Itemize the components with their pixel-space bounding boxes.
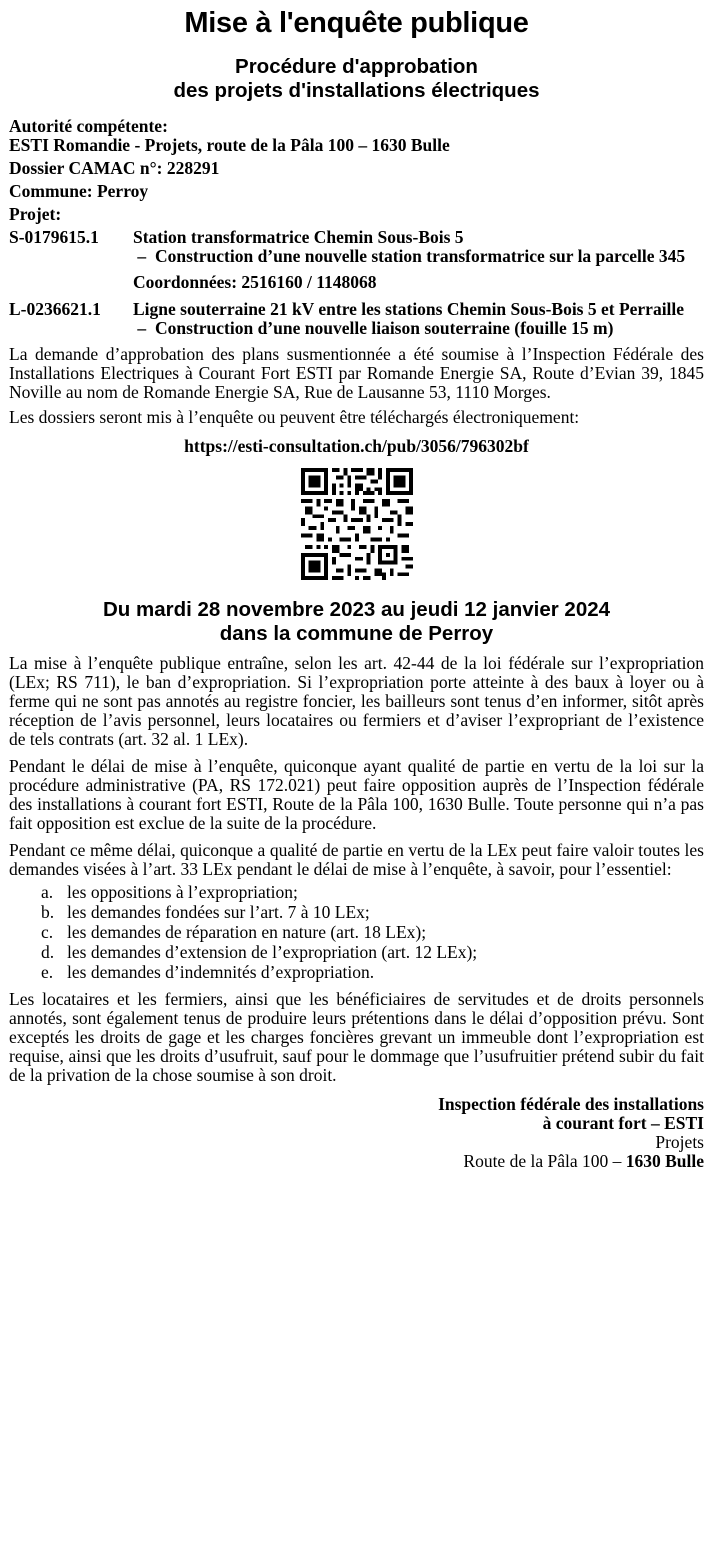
dash-marker: – <box>133 246 147 266</box>
intro-paragraph: La demande d’approbation des plans susmentionnée a été soumise à l’Inspection Fédérale des Installations Electriques à Courant Fort ESTI par Romande Energie SA, Route d’Evian 39, 1845 Noville au nom de Romande Energie SA, Rue de Lausanne 53, 1110 Morges. <box>9 344 704 402</box>
project-entry <box>9 300 704 338</box>
projet-label: Projet: <box>9 204 62 224</box>
subtitle-line-1: Procédure d'approbation <box>235 55 478 78</box>
paragraph-expropriation: La mise à l’enquête publique entraîne, selon les art. 42-44 de la loi fédérale sur l’expropriation (LEx; RS 711), le ban d’expropriation. Si l’expropriation porte atteinte à des baux à loyer ou à ferme qui ne sont pas annotés au registre foncier, les bailleurs sont tenus d’en informer, sitôt après réception de l’avis personnel, leurs locataires ou fermiers et d’aviser l’expropriant de l’existence de tels contrats (art. 32 al. 1 LEx). <box>9 653 704 749</box>
signature-line-4: Route de la Pâla 100 – 1630 Bulle <box>463 1151 704 1171</box>
dash-marker: – <box>133 318 147 338</box>
list-item: c. les demandes de réparation en nature (art. 18 LEx); <box>41 922 427 942</box>
consultation-link[interactable]: https://esti-consultation.ch/pub/3056/796302bf <box>184 436 529 456</box>
authority-value: ESTI Romandie - Projets, route de la Pâla 100 – 1630 Bulle <box>9 135 450 155</box>
project-entry <box>9 228 704 292</box>
signature-line-3: Projets <box>655 1132 704 1152</box>
period-line-1: Du mardi 28 novembre 2023 au jeudi 12 janvier 2024 <box>102 598 611 621</box>
qr-code[interactable] <box>9 468 704 580</box>
project-item-text: Construction d’une nouvelle station transformatrice sur la parcelle 345 <box>155 246 686 266</box>
project-item <box>133 247 704 266</box>
list-item: d. les demandes d’extension de l’expropriation (art. 12 LEx); <box>41 942 478 962</box>
download-paragraph: Les dossiers seront mis à l’enquête ou peuvent être téléchargés électroniquement: <box>9 407 580 427</box>
signature-line-2: à courant fort – ESTI <box>542 1113 704 1133</box>
qr-code-icon <box>301 468 413 580</box>
period-line-2: dans la commune de Perroy <box>219 622 494 645</box>
subtitle-line-2: des projets d'installations électriques <box>173 79 540 102</box>
project-code: L-0236621.1 <box>9 299 101 319</box>
notice-metadata <box>9 117 704 224</box>
legal-text <box>9 654 704 1085</box>
authority-label: Autorité compétente: <box>9 116 168 136</box>
demandes-list <box>9 883 704 982</box>
project-item <box>133 319 704 338</box>
signature-line-1: Inspection fédérale des installations <box>438 1094 704 1114</box>
commune: Commune: Perroy <box>9 181 149 201</box>
list-item: a. les oppositions à l’expropriation; <box>41 882 298 902</box>
dossier-number: Dossier CAMAC n°: 228291 <box>9 158 220 178</box>
project-title: Station transformatrice Chemin Sous-Bois 5 <box>133 227 464 247</box>
project-item-text: Construction d’une nouvelle liaison souterraine (fouille 15 m) <box>155 318 614 338</box>
authority-block <box>9 117 704 155</box>
list-item: b. les demandes fondées sur l’art. 7 à 10 LEx; <box>41 902 370 922</box>
project-code: S-0179615.1 <box>9 227 99 247</box>
signature-block <box>9 1095 704 1171</box>
project-title: Ligne souterraine 21 kV entre les stations Chemin Sous-Bois 5 et Perraille <box>133 299 685 319</box>
enquiry-period <box>9 598 704 646</box>
paragraph-opposition: Pendant le délai de mise à l’enquête, quiconque ayant qualité de partie en vertu de la loi sur la procédure administrative (PA, RS 172.021) peut faire opposition auprès de l’Inspection fédérale des installations à courant fort ESTI, Route de la Pâla 100, 1630 Bulle. Toute personne qui n’a pas fait opposition est exclue de la suite de la procédure. <box>9 756 704 833</box>
paragraph-locataires: Les locataires et les fermiers, ainsi que les bénéficiaires de servitudes et de droits personnels annotés, sont également tenus de produire leurs prétentions dans le délai d’opposition prévu. Sont exceptés les droits de gage et les charges foncières grevant un immeuble dont l’expropriation est requise, ainsi que les droits d’usufruit, sauf pour le dommage que l’usufruitier prétend subir du fait de la privation de la chose soumise à son droit. <box>9 989 704 1085</box>
procedure-subtitle <box>9 55 704 103</box>
list-item: e. les demandes d’indemnités d’expropriation. <box>41 962 375 982</box>
paragraph-demandes: Pendant ce même délai, quiconque a qualité de partie en vertu de la LEx peut faire valoir toutes les demandes visées à l’art. 33 LEx pendant le délai de mise à l’enquête, à savoir, pour l’essentiel: <box>9 840 704 879</box>
notice-title: Mise à l'enquête publique <box>184 7 529 39</box>
project-coordinates: Coordonnées: 2516160 / 1148068 <box>133 272 377 292</box>
